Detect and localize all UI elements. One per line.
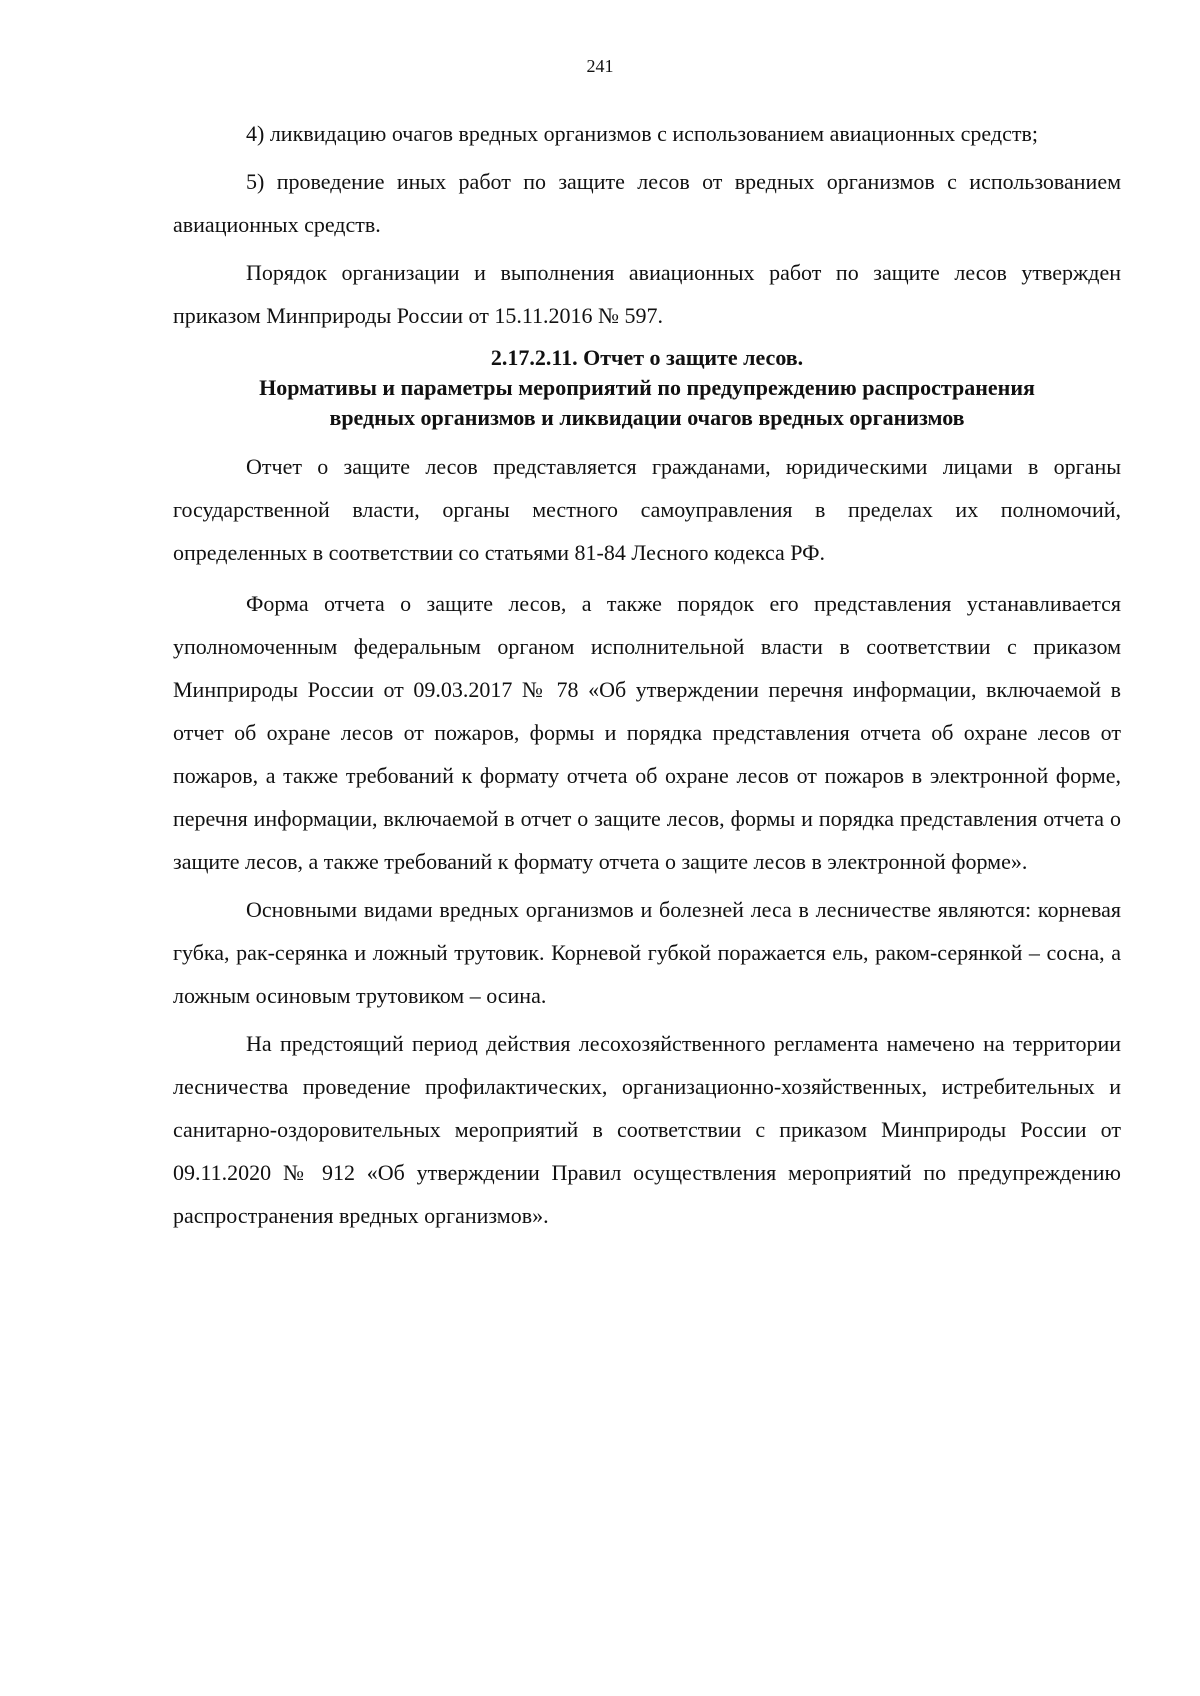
section-heading [173, 343, 1121, 433]
paragraph-item-4: 4) ликвидацию очагов вредных организмов с использованием авиационных средств; [246, 121, 1038, 146]
paragraph-report-submission: Отчет о защите лесов представляется гражданами, юридическими лицами в органы государственной власти, органы местного самоуправления в пределах их полномочий, определенных в соответствии со статьями 81-84 Лесного кодекса РФ. [173, 454, 1121, 565]
section-heading-line-2: Нормативы и параметры мероприятий по предупреждению распространения [259, 375, 1035, 400]
page-number: 241 [586, 56, 614, 76]
section-heading-line-1: 2.17.2.11. Отчет о защите лесов. [490, 345, 804, 370]
paragraph-aviation-order: Порядок организации и выполнения авиационных работ по защите лесов утвержден приказом Минприроды России от 15.11.2016 № 597. [173, 260, 1121, 328]
section-heading-line-3: вредных организмов и ликвидации очагов вредных организмов [329, 405, 965, 430]
paragraph-planned-measures: На предстоящий период действия лесохозяйственного регламента намечено на территории лесничества проведение профилактических, организационно-хозяйственных, истребительных и санитарно-оздоровительных мероприятий в соответствии с приказом Минприроды России от 09.11.2020 № 912 «Об утверждении Правил осуществления мероприятий по предупреждению распространения вредных организмов». [173, 1031, 1121, 1228]
paragraph-report-form: Форма отчета о защите лесов, а также порядок его представления устанавливается уполномоченным федеральным органом исполнительной власти в соответствии с приказом Минприроды России от 09.03.2017 № 78 «Об утверждении перечня информации, включаемой в отчет об охране лесов от пожаров, формы и порядка представления отчета об охране лесов от пожаров, а также требований к формату отчета об охране лесов от пожаров в электронной форме, перечня информации, включаемой в отчет о защите лесов, формы и порядка представления отчета о защите лесов, а также требований к формату отчета о защите лесов в электронной форме». [173, 591, 1121, 874]
paragraph-item-5: 5) проведение иных работ по защите лесов от вредных организмов с использованием авиационных средств. [173, 169, 1121, 237]
paragraph-pests-diseases: Основными видами вредных организмов и болезней леса в лесничестве являются: корневая губка, рак-серянка и ложный трутовик. Корневой губкой поражается ель, раком-серянкой – сосна, а ложным осиновым трутовиком – осина. [173, 897, 1121, 1008]
document-body [173, 112, 1121, 1242]
